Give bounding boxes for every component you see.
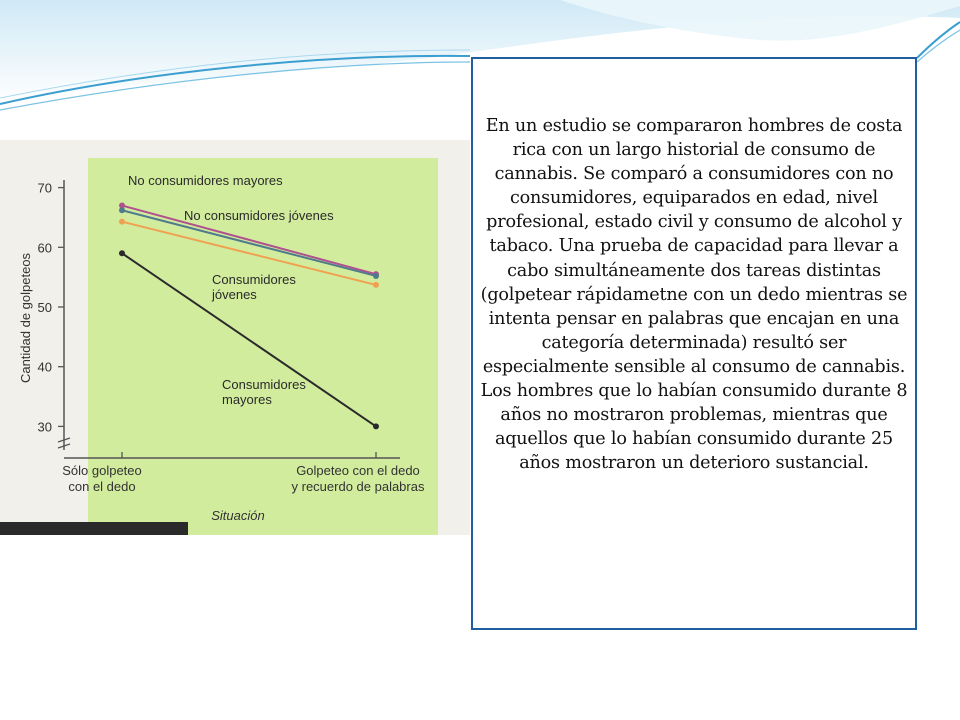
line-chart	[0, 140, 470, 535]
x-tick-label: Golpeteo con el dedo	[296, 463, 420, 478]
series-label: Consumidores	[222, 377, 306, 392]
data-point	[373, 282, 379, 288]
x-tick-label: Sólo golpeteo	[62, 463, 142, 478]
data-point	[119, 219, 125, 225]
description-box	[471, 57, 917, 630]
series-label: No consumidores mayores	[128, 173, 283, 188]
y-tick-label: 30	[37, 419, 52, 435]
y-axis-label: Cantidad de golpeteos	[18, 252, 33, 384]
description-text: En un estudio se compararon hombres de costa rica con un largo historial de consumo de cannabis. Se comparó a consumidores con no consumidores, equiparados en edad, nivel profesional, estado civil y consumo de alcohol y tabaco. Una prueba de capacidad para llevar a cabo simultáneamente dos tareas distintas (golpetear rápidametne con un dedo mientras se intenta pensar en palabras que encajan en una categoría determinada) resultó ser especialmente sensible al consumo de cannabis. Los hombres que lo habían consumido durante 8 años no mostraron problemas, mientras que aquellos que lo habían consumido durante 25 años mostraron un deterioro sustancial.	[480, 116, 908, 474]
photo-edge-shadow	[0, 522, 188, 535]
series-label: jóvenes	[212, 287, 257, 302]
x-tick-label: con el dedo	[68, 479, 136, 494]
series-label: No consumidores jóvenes	[184, 208, 334, 223]
y-tick-label: 50	[37, 300, 52, 315]
data-point	[373, 423, 379, 429]
x-axis-label: Situación	[211, 508, 265, 523]
y-tick-label: 60	[37, 240, 52, 256]
series-label: Consumidores	[212, 272, 296, 287]
x-tick-label: y recuerdo de palabras	[291, 479, 425, 494]
data-point	[119, 250, 125, 256]
y-tick-label: 40	[37, 359, 52, 375]
series-label: mayores	[222, 392, 272, 407]
data-point	[119, 207, 125, 213]
y-tick-label: 70	[37, 180, 52, 196]
data-point	[373, 273, 379, 279]
